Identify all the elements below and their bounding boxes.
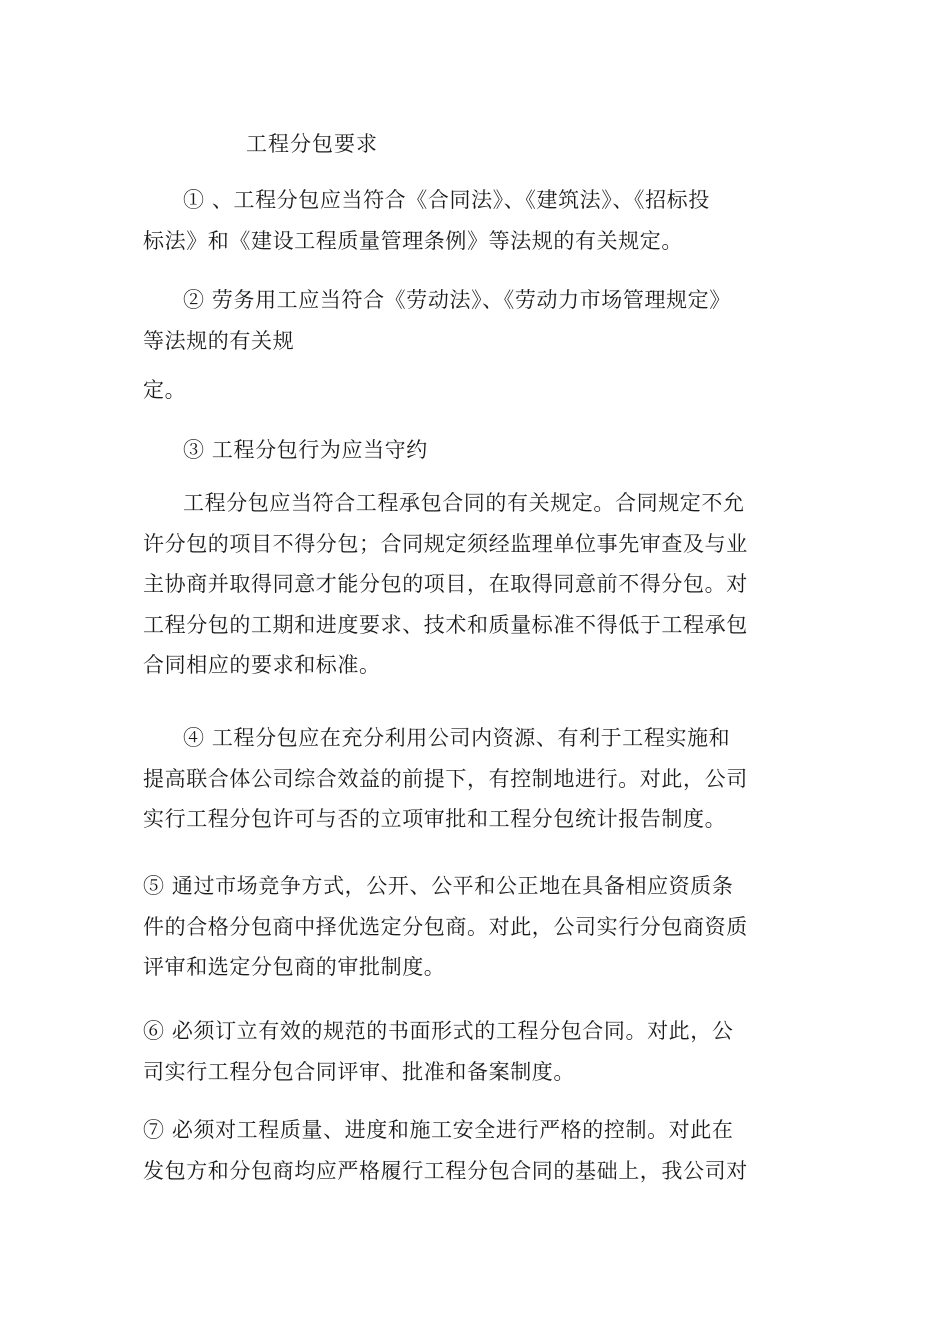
- paragraph-2-continued: [143, 370, 783, 411]
- text-line: ④ 工程分包应在充分利用公司内资源、有利于工程实施和: [183, 726, 731, 750]
- text-line: 件的合格分包商中择优选定分包商。对此，公司实行分包商资质: [143, 914, 748, 939]
- paragraph-1: [143, 180, 783, 261]
- text-line: 工程分包应当符合工程承包合同的有关规定。合同规定不允: [183, 491, 745, 515]
- paragraph-5: [143, 718, 783, 840]
- paragraph-6: [143, 866, 783, 988]
- text-line: 提高联合体公司综合效益的前提下，有控制地进行。对此，公司: [143, 766, 748, 791]
- text-line: 评审和选定分包商的审批制度。: [143, 955, 446, 979]
- paragraph-4: [143, 483, 783, 686]
- text-line: ⑤ 通过市场竞争方式，公开、公平和公正地在具备相应资质条: [143, 874, 734, 898]
- text-line: 发包方和分包商均应严格履行工程分包合同的基础上，我公司对: [143, 1158, 748, 1183]
- text-line: ⑥ 必须订立有效的规范的书面形式的工程分包合同。对此，公: [143, 1019, 734, 1043]
- text-line: ⑦ 必须对工程质量、进度和施工安全进行严格的控制。对此在: [143, 1118, 734, 1142]
- text-line: 合同相应的要求和标准。: [143, 653, 381, 677]
- paragraph-3: [143, 430, 783, 471]
- page-title: 工程分包要求: [246, 132, 378, 156]
- paragraph-2: [143, 280, 783, 361]
- text-line: 等法规的有关规: [143, 328, 295, 353]
- text-line: 定。: [143, 378, 187, 402]
- text-line: 工程分包的工期和进度要求、技术和质量标准不得低于工程承包: [143, 612, 748, 637]
- paragraph-8: [143, 1110, 783, 1191]
- paragraph-7: [143, 1011, 783, 1092]
- text-line: 主协商并取得同意才能分包的项目，在取得同意前不得分包。对: [143, 572, 748, 596]
- text-line: ③ 工程分包行为应当守约: [183, 438, 428, 462]
- text-line: ② 劳务用工应当符合《劳动法》、《劳动力市场管理规定》: [183, 288, 731, 312]
- text-line: 实行工程分包许可与否的立项审批和工程分包统计报告制度。: [143, 807, 727, 831]
- text-line: 标法》和《建设工程质量管理条例》等法规的有关规定。: [143, 228, 683, 253]
- text-line: 司实行工程分包合同评审、批准和备案制度。: [143, 1059, 575, 1084]
- text-line: ① 、工程分包应当符合《合同法》、《建筑法》、《招标投: [183, 188, 710, 212]
- text-line: 许分包的项目不得分包；合同规定须经监理单位事先审查及与业: [143, 531, 748, 556]
